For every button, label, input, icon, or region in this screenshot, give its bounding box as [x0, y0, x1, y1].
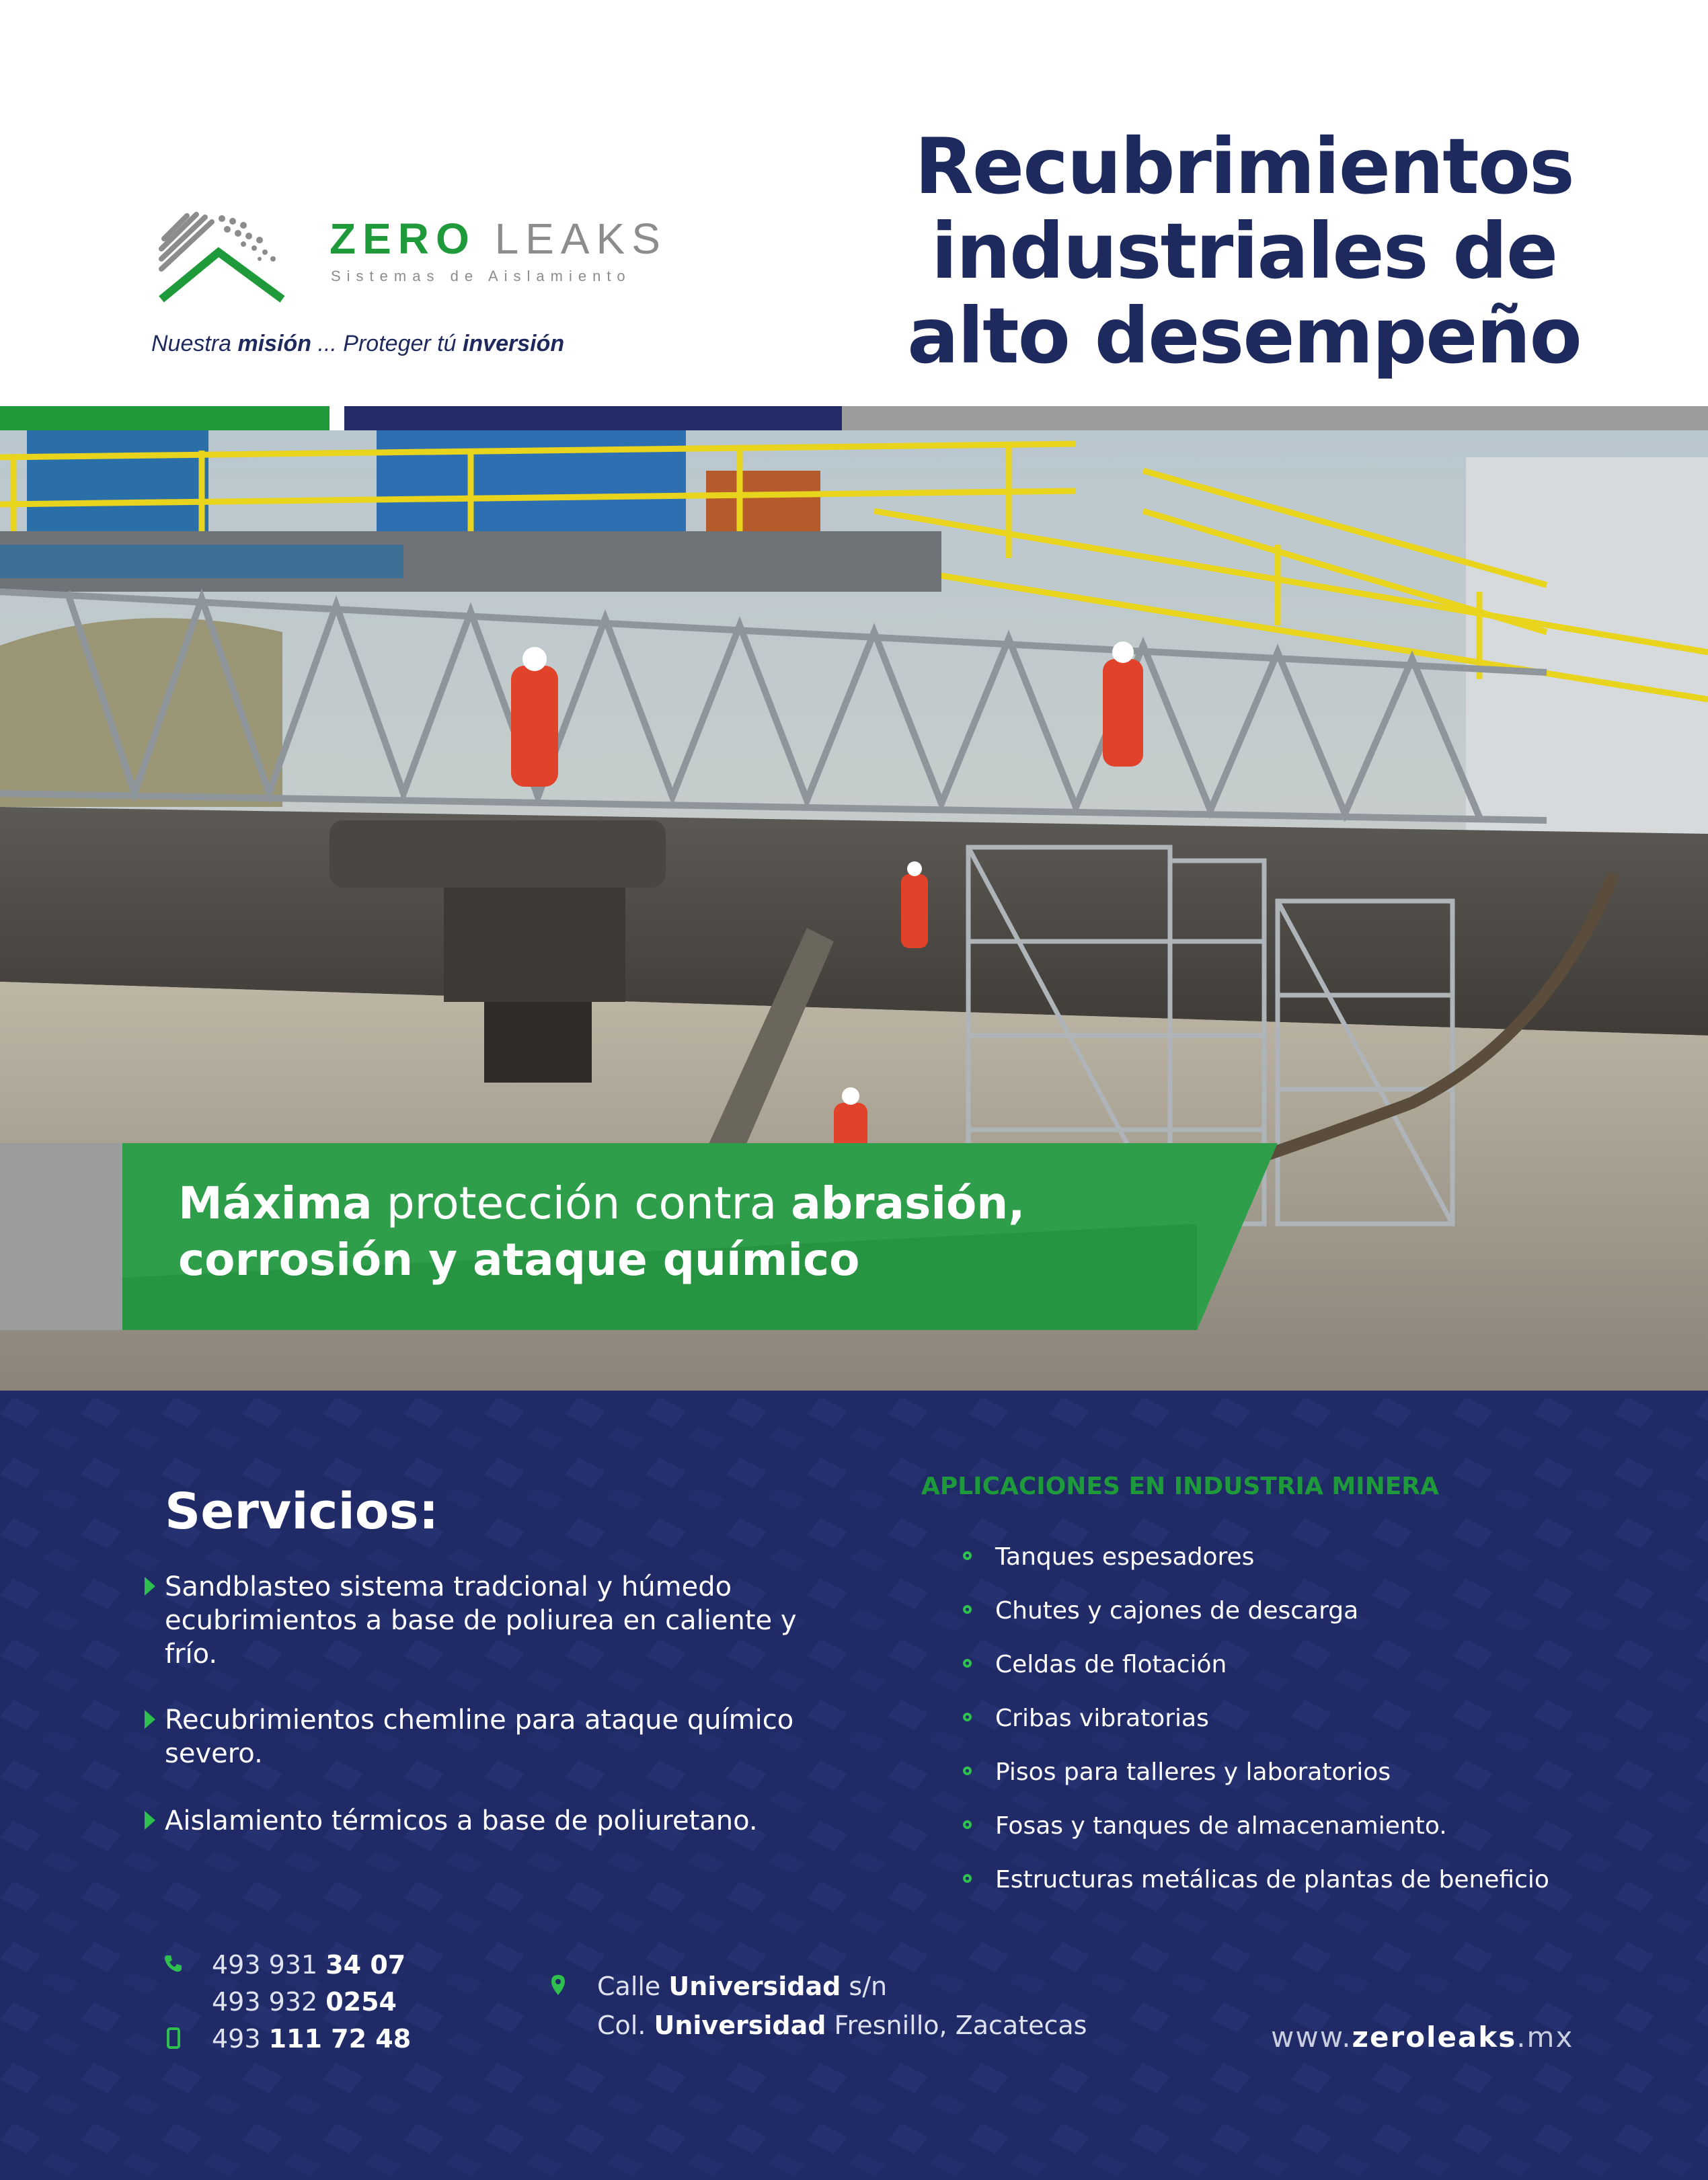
application-text: Tanques espesadores — [995, 1543, 1255, 1571]
arrow-icon — [145, 1577, 155, 1596]
address-part: Fresnillo, Zacatecas — [826, 2011, 1087, 2040]
services-title: Servicios: — [165, 1483, 439, 1541]
bullet-icon — [963, 1874, 972, 1883]
slogan-part: inversión — [462, 331, 565, 356]
application-text: Cribas vibratorias — [995, 1705, 1209, 1732]
mobile-icon — [167, 2027, 180, 2049]
title-line: Recubrimientos — [915, 122, 1574, 211]
phone-part: 34 07 — [325, 1950, 406, 1980]
title-line: alto desempeño — [907, 291, 1581, 381]
divider-gray — [842, 406, 1708, 430]
application-item — [995, 1866, 1549, 1894]
banner-line-2 — [178, 1232, 1025, 1288]
banner-text — [178, 1175, 1025, 1288]
applications-title: APLICACIONES EN INDUSTRIA MINERA — [921, 1473, 1439, 1500]
slogan-part: ... Proteger tú — [311, 331, 463, 356]
service-text: Aislamiento térmicos a base de poliuretano. — [165, 1805, 758, 1836]
phone-part: 493 — [212, 2024, 269, 2054]
bullet-icon — [963, 1659, 972, 1668]
phone-number — [212, 1987, 397, 2017]
application-item — [995, 1543, 1254, 1571]
bullet-icon — [963, 1820, 972, 1829]
divider-navy — [344, 406, 842, 430]
address-part: Calle — [597, 1972, 669, 2001]
banner-part: Máxima — [178, 1177, 373, 1229]
application-item — [995, 1651, 1227, 1678]
phone-number — [212, 1950, 405, 1980]
service-item — [145, 1703, 857, 1770]
application-text: Celdas de flotación — [995, 1651, 1227, 1678]
bullet-icon — [963, 1713, 972, 1721]
website-part: .mx — [1516, 2021, 1574, 2054]
service-item — [145, 1804, 857, 1838]
banner-accent — [0, 1143, 122, 1330]
arrow-icon — [145, 1811, 155, 1830]
website-link[interactable] — [1271, 2021, 1574, 2054]
service-text: Recubrimientos chemline para ataque químico severo. — [165, 1705, 794, 1769]
service-item — [145, 1570, 857, 1671]
phone-part: 493 931 — [212, 1950, 326, 1980]
slogan-part: misión — [237, 331, 312, 356]
application-item — [995, 1705, 1209, 1732]
address-part: s/n — [841, 1972, 888, 2001]
banner-part: protección contra — [372, 1177, 791, 1229]
location-pin-icon — [550, 1974, 566, 1996]
phone-part: 111 72 48 — [268, 2024, 412, 2054]
application-item — [995, 1812, 1447, 1840]
logo-icon — [155, 205, 289, 306]
bullet-icon — [963, 1551, 972, 1560]
divider-green — [0, 406, 329, 430]
address-line — [597, 1972, 887, 2001]
address-part: Universidad — [654, 2011, 826, 2040]
arrow-icon — [145, 1710, 155, 1729]
application-text: Chutes y cajones de descarga — [995, 1597, 1359, 1625]
slogan — [151, 331, 564, 357]
application-text: Fosas y tanques de almacenamiento. — [995, 1812, 1447, 1840]
application-text: Pisos para talleres y laboratorios — [995, 1758, 1391, 1786]
banner-line-1 — [178, 1175, 1025, 1232]
brand-subtitle: Sistemas de Aislamiento — [331, 268, 631, 284]
website-part: www. — [1271, 2021, 1352, 2054]
phone-icon — [163, 1953, 183, 1974]
brand-name — [329, 214, 667, 264]
banner-part: abrasión, — [791, 1177, 1025, 1229]
phone-part: 493 932 — [212, 1987, 326, 2017]
application-item — [995, 1758, 1391, 1786]
banner-part: corrosión y ataque químico — [178, 1234, 860, 1286]
slogan-part: Nuestra — [151, 331, 238, 356]
application-text: Estructuras metálicas de plantas de beneficio — [995, 1866, 1549, 1894]
bullet-icon — [963, 1605, 972, 1614]
bullet-icon — [963, 1766, 972, 1775]
address-part: Col. — [597, 2011, 654, 2040]
website-part: zeroleaks — [1352, 2021, 1517, 2054]
page-title — [874, 124, 1614, 379]
brand-name-second: LEAKS — [494, 215, 667, 263]
phone-number — [212, 2024, 411, 2054]
title-line: industriales de — [931, 206, 1557, 296]
brand-name-first: ZERO — [329, 215, 476, 263]
address-part: Universidad — [668, 1972, 841, 2001]
address-line — [597, 2011, 1087, 2040]
phone-part: 0254 — [325, 1987, 397, 2017]
application-item — [995, 1597, 1358, 1625]
service-text: Sandblasteo sistema tradcional y húmedo ecubrimientos a base de poliurea en caliente y frío. — [165, 1571, 797, 1670]
